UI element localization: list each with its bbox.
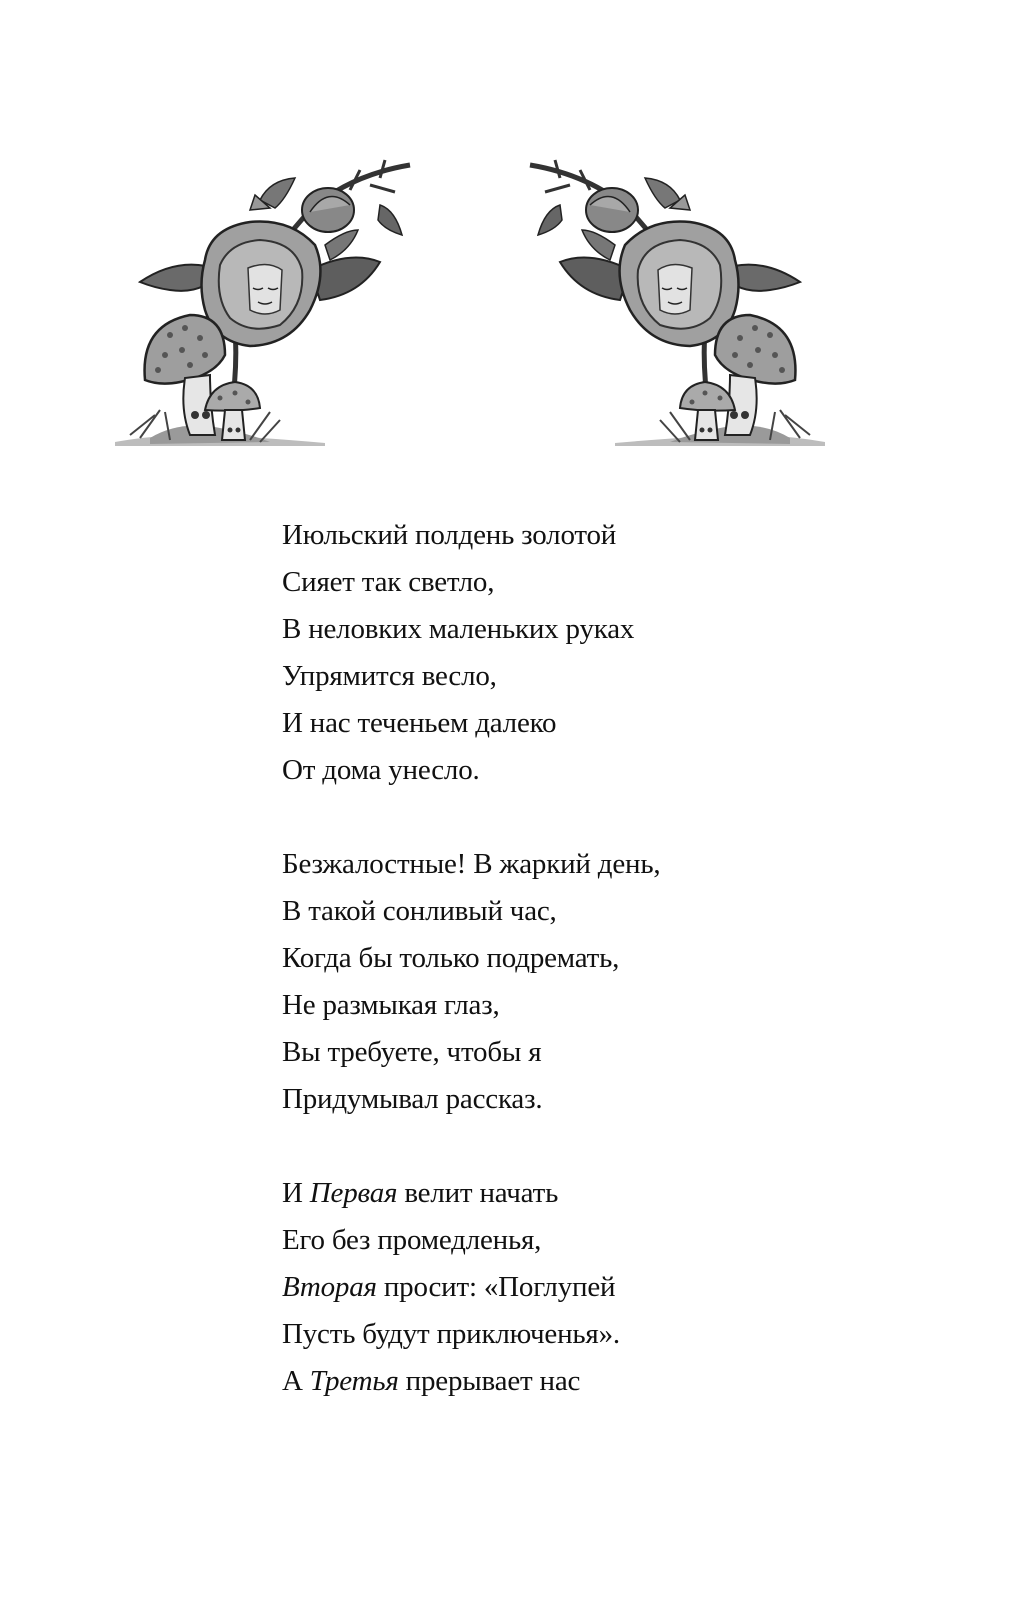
poem-line — [282, 1170, 842, 1217]
poem-line — [282, 935, 842, 982]
line-text: просит: «Поглупей — [376, 1271, 616, 1303]
rose-illustration-left — [110, 150, 450, 450]
stanza-1 — [282, 512, 842, 794]
poem-line — [282, 653, 842, 700]
poem-line — [282, 512, 842, 559]
rose-mushroom-icon — [490, 150, 830, 450]
line-text: От дома унесло. — [282, 754, 480, 786]
italic-name: Вторая — [282, 1271, 377, 1303]
poem-line — [282, 747, 842, 794]
line-text: Его без промедленья, — [282, 1224, 542, 1256]
line-text: Придумывал рассказ. — [282, 1083, 543, 1115]
poem-line — [282, 888, 842, 935]
rose-mushroom-icon — [110, 150, 450, 450]
poem-line — [282, 606, 842, 653]
line-text: Не размыкая глаз, — [282, 989, 500, 1021]
italic-name: Первая — [309, 1177, 398, 1209]
italic-name: Третья — [309, 1365, 399, 1397]
poem-line — [282, 1264, 842, 1311]
line-text: Сияет так светло, — [282, 566, 495, 598]
poem-line — [282, 841, 842, 888]
poem-line — [282, 1076, 842, 1123]
poem-line — [282, 1217, 842, 1264]
line-text: Пусть будут приключенья». — [282, 1318, 620, 1350]
line-text: В неловких маленьких руках — [282, 613, 635, 645]
stanza-3 — [282, 1170, 842, 1405]
poem — [282, 512, 842, 1452]
stanza-2 — [282, 841, 842, 1123]
line-text: И нас теченьем далеко — [282, 707, 557, 739]
line-text: И — [282, 1177, 310, 1209]
line-text: прерывает нас — [398, 1365, 581, 1397]
line-text: велит начать — [397, 1177, 559, 1209]
poem-line — [282, 700, 842, 747]
rose-illustration-right — [490, 150, 830, 450]
poem-line — [282, 1029, 842, 1076]
line-text: А — [282, 1365, 310, 1397]
poem-line — [282, 1311, 842, 1358]
poem-line — [282, 559, 842, 606]
line-text: Упрямится весло, — [282, 660, 497, 692]
poem-line — [282, 1358, 842, 1405]
poem-line — [282, 982, 842, 1029]
line-text: Когда бы только подремать, — [282, 942, 620, 974]
line-text: В такой сонливый час, — [282, 895, 557, 927]
line-text: Вы требуете, чтобы я — [282, 1036, 542, 1068]
line-text: Июльский полдень золотой — [282, 519, 617, 551]
line-text: Безжалостные! В жаркий день, — [282, 848, 661, 880]
